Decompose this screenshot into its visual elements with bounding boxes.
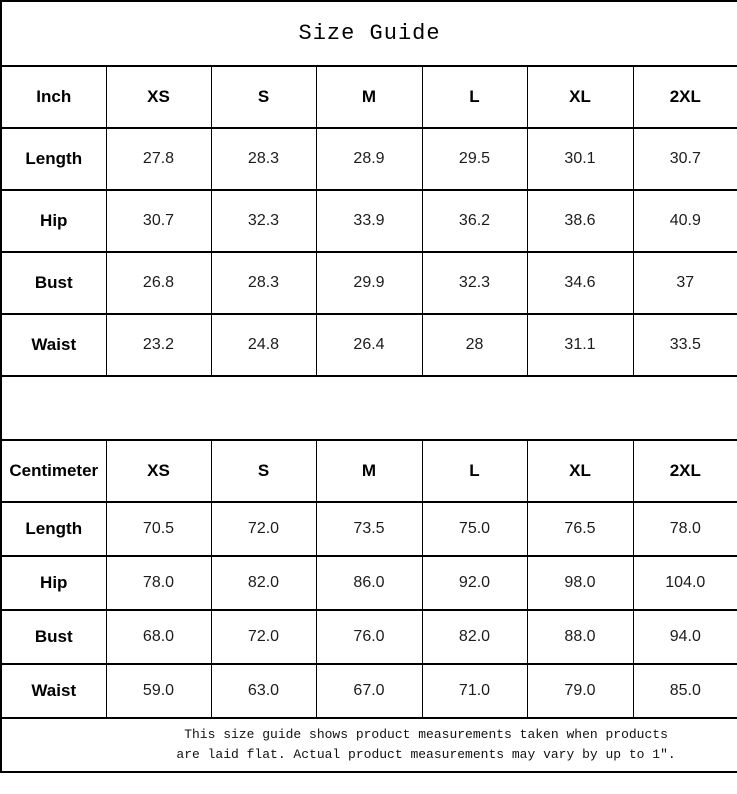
measurement-value-cell: 29.5	[422, 128, 527, 190]
measurement-value-cell: 75.0	[422, 502, 527, 556]
measurement-note-line1: This size guide shows product measurements taken when products	[184, 727, 668, 742]
size-header-cell: 2XL	[633, 66, 737, 128]
measurement-row	[1, 252, 737, 314]
measurement-value-cell: 86.0	[316, 556, 422, 610]
measurement-value-cell: 88.0	[527, 610, 633, 664]
measurement-value-cell: 36.2	[422, 190, 527, 252]
measurement-value-cell: 72.0	[211, 610, 316, 664]
measurement-value-cell: 30.7	[106, 190, 211, 252]
measurement-row	[1, 664, 737, 718]
footer-row	[1, 718, 737, 772]
measurement-note	[1, 718, 737, 772]
measurement-value-cell: 78.0	[106, 556, 211, 610]
measurement-row	[1, 128, 737, 190]
size-header-cell: S	[211, 440, 316, 502]
measurement-label-cell: Hip	[1, 190, 106, 252]
measurement-value-cell: 82.0	[211, 556, 316, 610]
spacer-section	[1, 376, 737, 440]
measurement-value-cell: 28.3	[211, 128, 316, 190]
measurement-row	[1, 610, 737, 664]
measurement-value-cell: 29.9	[316, 252, 422, 314]
size-header-cell: XL	[527, 66, 633, 128]
measurement-label-cell: Bust	[1, 252, 106, 314]
measurement-value-cell: 76.5	[527, 502, 633, 556]
size-header-row	[1, 66, 737, 128]
table-spacer-cell	[1, 376, 737, 440]
table-spacer-row	[1, 376, 737, 440]
measurement-label-cell: Waist	[1, 664, 106, 718]
measurement-row	[1, 502, 737, 556]
size-header-cell: XS	[106, 440, 211, 502]
measurement-value-cell: 94.0	[633, 610, 737, 664]
measurement-label-cell: Length	[1, 502, 106, 556]
size-guide-title: Size Guide	[1, 1, 737, 66]
size-header-cell: XL	[527, 440, 633, 502]
measurement-value-cell: 63.0	[211, 664, 316, 718]
measurement-value-cell: 26.8	[106, 252, 211, 314]
measurement-value-cell: 24.8	[211, 314, 316, 376]
measurement-value-cell: 85.0	[633, 664, 737, 718]
measurement-value-cell: 72.0	[211, 502, 316, 556]
footer-section	[1, 718, 737, 772]
size-header-cell: XS	[106, 66, 211, 128]
size-header-cell: M	[316, 66, 422, 128]
measurement-value-cell: 38.6	[527, 190, 633, 252]
measurement-label-cell: Length	[1, 128, 106, 190]
measurement-label-cell: Hip	[1, 556, 106, 610]
measurement-value-cell: 31.1	[527, 314, 633, 376]
measurement-row	[1, 190, 737, 252]
centimeter-table-section	[1, 440, 737, 718]
measurement-value-cell: 34.6	[527, 252, 633, 314]
size-header-cell: L	[422, 66, 527, 128]
size-header-row	[1, 440, 737, 502]
measurement-value-cell: 40.9	[633, 190, 737, 252]
measurement-label-cell: Bust	[1, 610, 106, 664]
measurement-value-cell: 92.0	[422, 556, 527, 610]
measurement-value-cell: 104.0	[633, 556, 737, 610]
measurement-value-cell: 33.5	[633, 314, 737, 376]
measurement-value-cell: 32.3	[422, 252, 527, 314]
size-header-cell: 2XL	[633, 440, 737, 502]
unit-label-cell: Centimeter	[1, 440, 106, 502]
measurement-row	[1, 556, 737, 610]
measurement-value-cell: 59.0	[106, 664, 211, 718]
measurement-value-cell: 26.4	[316, 314, 422, 376]
measurement-value-cell: 28.3	[211, 252, 316, 314]
measurement-value-cell: 79.0	[527, 664, 633, 718]
title-section	[1, 1, 737, 66]
measurement-value-cell: 37	[633, 252, 737, 314]
measurement-value-cell: 30.1	[527, 128, 633, 190]
measurement-value-cell: 30.7	[633, 128, 737, 190]
measurement-value-cell: 32.3	[211, 190, 316, 252]
measurement-value-cell: 23.2	[106, 314, 211, 376]
measurement-row	[1, 314, 737, 376]
unit-label-cell: Inch	[1, 66, 106, 128]
size-header-cell: M	[316, 440, 422, 502]
measurement-value-cell: 76.0	[316, 610, 422, 664]
measurement-value-cell: 33.9	[316, 190, 422, 252]
size-header-cell: S	[211, 66, 316, 128]
size-header-cell: L	[422, 440, 527, 502]
measurement-value-cell: 78.0	[633, 502, 737, 556]
measurement-value-cell: 71.0	[422, 664, 527, 718]
measurement-value-cell: 98.0	[527, 556, 633, 610]
measurement-label-cell: Waist	[1, 314, 106, 376]
measurement-value-cell: 28	[422, 314, 527, 376]
measurement-value-cell: 28.9	[316, 128, 422, 190]
measurement-value-cell: 68.0	[106, 610, 211, 664]
measurement-value-cell: 73.5	[316, 502, 422, 556]
measurement-value-cell: 70.5	[106, 502, 211, 556]
inch-table-section	[1, 66, 737, 376]
title-row	[1, 1, 737, 66]
measurement-note-line2: are laid flat. Actual product measurements may vary by up to 1″.	[176, 747, 676, 762]
measurement-value-cell: 27.8	[106, 128, 211, 190]
measurement-value-cell: 82.0	[422, 610, 527, 664]
measurement-value-cell: 67.0	[316, 664, 422, 718]
